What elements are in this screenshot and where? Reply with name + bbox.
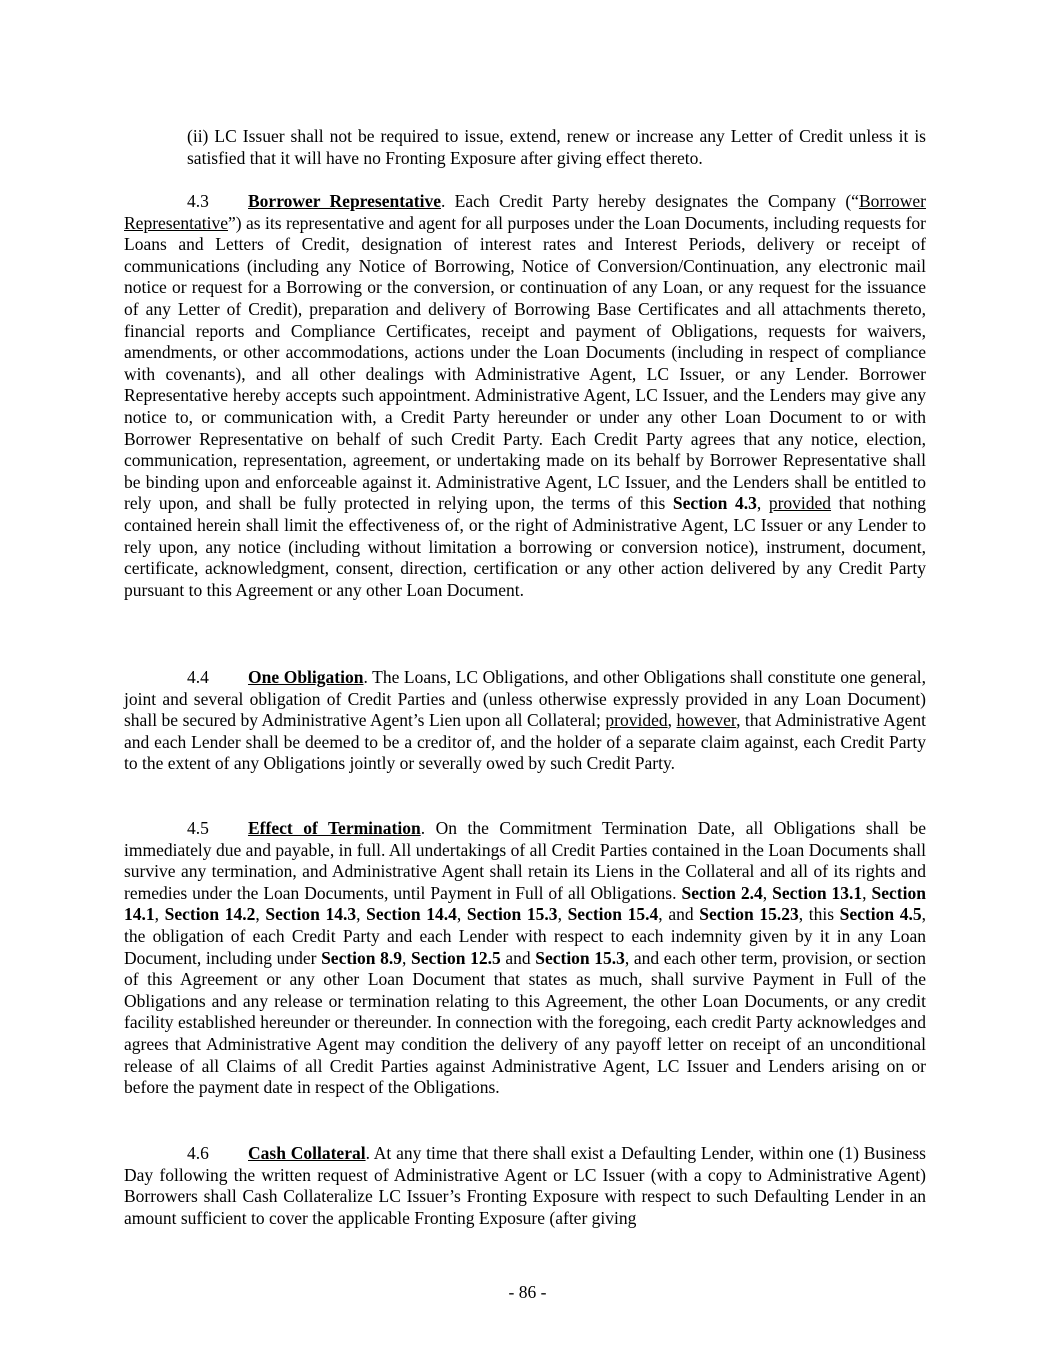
intro-text: (ii) LC Issuer shall not be required to issue, extend, renew or increase any Letter of Credit unless it is satisfied that it will have no Fronting Exposure after giving effect thereto.	[187, 126, 926, 168]
section-reference: Section 12.5	[411, 947, 501, 968]
page-number: - 86 -	[508, 1282, 547, 1302]
section-4-4: 4.4 One Obligation. The Loans, LC Obligations, and other Obligations shall constitute one general, joint and several obligation of Credit Parties and (unless otherwise expressly provided in any Loan Document) shall be secured by Administrative Agent’s Lien upon all Collateral; provided, however, that Administrative Agent and each Lender shall be deemed to be a creditor of, and the holder of a separate claim against, each Credit Party to the extent of any Obligations jointly or severally owed by such Credit Party.	[124, 667, 926, 774]
section-4-5-heading: Effect of Termination	[248, 818, 421, 838]
section-reference: Section 2.4	[681, 882, 763, 903]
section-4-6-heading: Cash Collateral	[248, 1143, 366, 1163]
section-reference: Section 4.5	[839, 904, 922, 925]
section-4-6-number: 4.6	[187, 1143, 209, 1163]
section-4-3-heading: Borrower Representative	[248, 191, 441, 211]
section-4-3: 4.3 Borrower Representative. Each Credit Party hereby designates the Company (“Borrower Representative”) as its representative and agent for all purposes under the Loan Documents, including requests for Loans and Letters of Credit, designation of interest rates and Interest Periods, delivery or receipt of communications (including any Notice of Borrowing, Notice of Conversion/Continuation, any electronic mail notice or request for a Borrowing or the conversion, or continuation of any Loan, or any request for the issuance of any Letter of Credit), preparation and delivery of Borrowing Base Certificates and all attachments thereto, financial reports and Compliance Certificates, receipt and payment of Obligations, requests for waivers, amendments, or other accommodations, actions under the Loan Documents (including in respect of compliance with covenants), and all other dealings with Administrative Agent, LC Issuer, or any Lender. Borrower Representative hereby accepts such appointment. Administrative Agent, LC Issuer, and the Lenders may give any notice to, or communication with, a Credit Party hereunder or under any other Loan Document to or with Borrower Representative on behalf of such Credit Party. Each Credit Party agrees that any notice, election, communication, representation, agreement, or undertaking made on its behalf by Borrower Representative shall be binding upon and enforceable against it. Administrative Agent, LC Issuer, and the Lenders shall be entitled to rely upon, and shall be fully protected in relying upon, the terms of this Section 4.3, provided that nothing contained herein shall limit the effectiveness of, or the right of Administrative Agent, LC Issuer or any Lender to rely upon, any notice (including without limitation a borrowing or conversion notice), instrument, document, certificate, acknowledgment, consent, direction, certification or any other action delivered by any Credit Party pursuant to this Agreement or any other Loan Document.	[124, 191, 926, 600]
section-reference: Section 14.1	[124, 882, 926, 925]
section-reference: Section 8.9	[321, 947, 403, 968]
section-reference: Section 14.4	[366, 904, 457, 925]
section-4-5: 4.5 Effect of Termination. On the Commitment Termination Date, all Obligations shall be immediately due and payable, in full. All undertakings of all Credit Parties contained in the Loan Documents shall survive any termination, and Administrative Agent shall retain its Liens in the Collateral and all of its rights and remedies under the Loan Documents, until Payment in Full of all Obligations. Section 2.4, Section 13.1, Section 14.1, Section 14.2, Section 14.3, Section 14.4, Section 15.3, Section 15.4, and Section 15.23, this Section 4.5, the obligation of each Credit Party and each Lender with respect to each indemnity given by it in any Loan Document, including under Section 8.9, Section 12.5 and Section 15.3, and each other term, provision, or section of this Agreement or any other Loan Document that states as much, shall survive Payment in Full of the Obligations and any release or termination relating to this Agreement, the other Loan Documents, or any credit facility established hereunder or thereunder. In connection with the foregoing, each credit Party acknowledges and agrees that Administrative Agent may condition the delivery of any payoff letter on receipt of an unconditional release of all Claims of all Credit Parties against Administrative Agent, LC Issuer and Lenders arising on or before the payment date in respect of the Obligations.	[124, 818, 926, 1098]
provided-term: provided	[605, 710, 668, 731]
section-4-6: 4.6 Cash Collateral. At any time that there shall exist a Defaulting Lender, within one (1) Business Day following the written request of Administrative Agent or LC Issuer (with a copy to Administrative Agent) Borrowers shall Cash Collateralize LC Issuer’s Fronting Exposure with respect to such Defaulting Lender in an amount sufficient to cover the applicable Fronting Exposure (after giving	[124, 1143, 926, 1228]
section-reference: Section 15.23	[699, 904, 799, 925]
provided-term: provided	[768, 493, 832, 514]
section-reference: Section 14.3	[265, 904, 357, 925]
section-reference: Section 14.2	[164, 904, 256, 925]
section-reference: Section 15.3	[466, 904, 558, 925]
intro-paragraph	[187, 126, 926, 169]
however-term: however	[676, 710, 737, 731]
section-reference: Section 13.1	[772, 882, 863, 903]
section-4-4-heading: One Obligation	[248, 667, 364, 687]
section-reference: Section 15.4	[567, 904, 659, 925]
section-4-5-number: 4.5	[187, 818, 209, 838]
defined-term-borrower-representative: Borrower Representative	[124, 191, 926, 233]
section-reference: Section 4.3	[672, 493, 757, 514]
section-4-3-number: 4.3	[187, 191, 209, 211]
section-reference: Section 15.3	[535, 947, 625, 968]
section-4-4-number: 4.4	[187, 667, 209, 687]
